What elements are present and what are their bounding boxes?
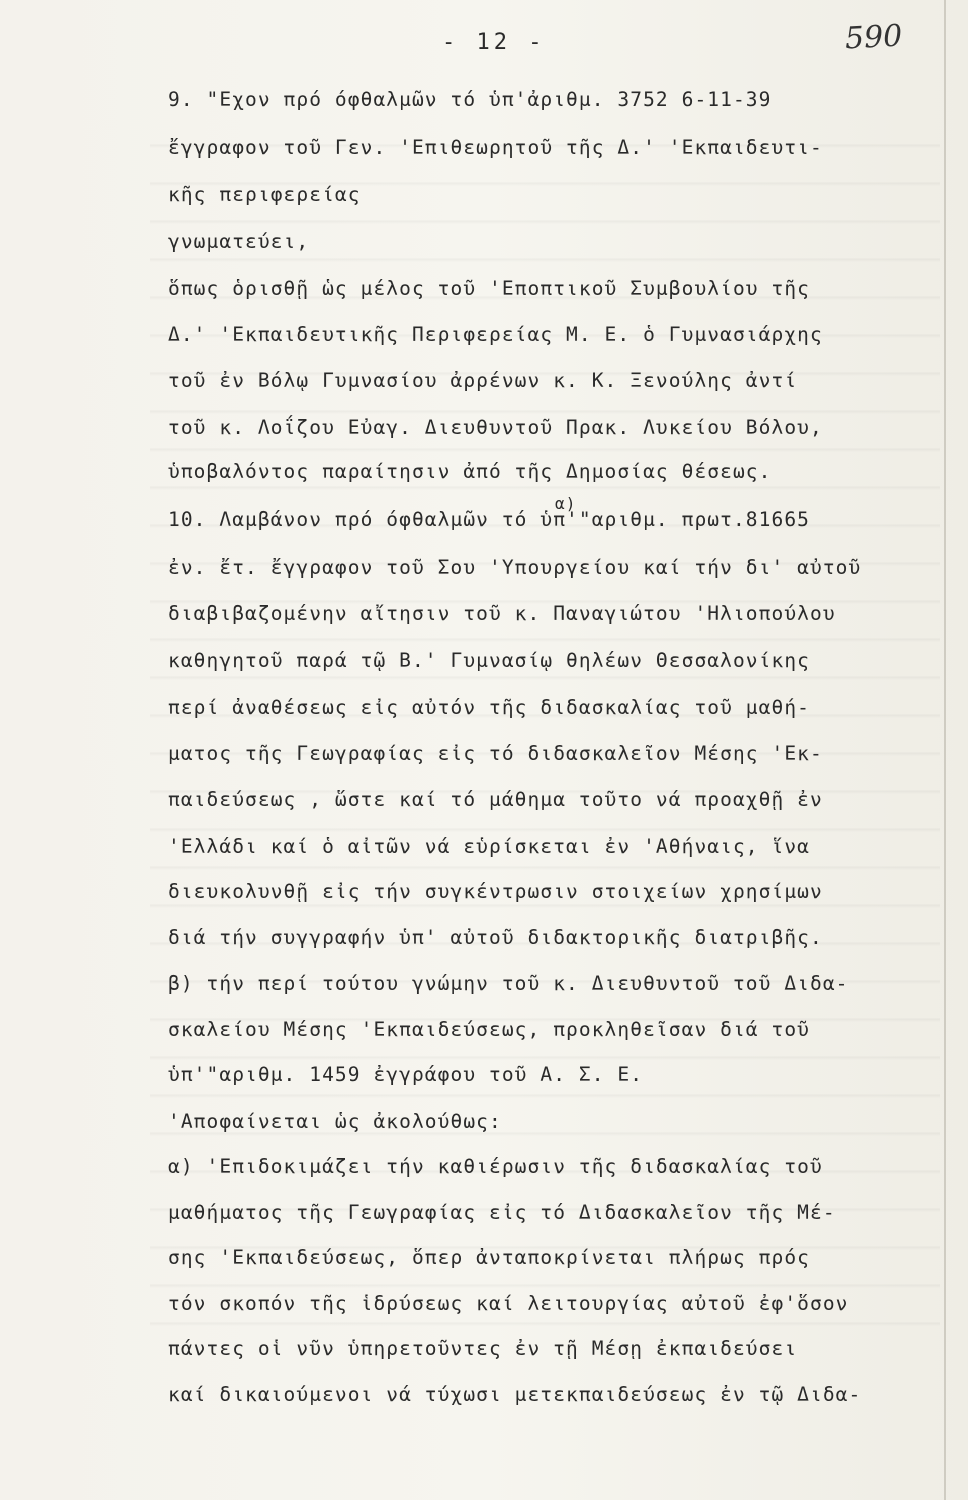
text-line: διά τήν συγγραφήν ὑπ' αὐτοῦ διδακτορικῆς διατριβῆς.: [168, 926, 823, 949]
text-line: ἐν. ἔτ. ἔγγραφον τοῦ Σου 'Υπουργείου καί τήν δι' αὐτοῦ: [168, 556, 862, 579]
text-line: 9. "Εχον πρό όφθαλμῶν τό ὑπ'ἀριθμ. 3752 6-11-39: [168, 88, 772, 111]
text-line: καί δικαιούμενοι νά τύχωσι μετεκπαιδεύσεως ἐν τῷ Διδα-: [168, 1383, 862, 1406]
text-line: τοῦ ἐν Βόλῳ Γυμνασίου ἀρρένων κ. Κ. Ξενούλης ἀντί: [168, 369, 798, 392]
archive-number-handwritten: 590: [844, 18, 904, 57]
text-line: περί ἀναθέσεως εἰς αὐτόν τῆς διδασκαλίας τοῦ μαθή-: [168, 696, 810, 719]
text-line: παιδεύσεως , ὥστε καί τό μάθημα τοῦτο νά προαχθῇ ἐν: [168, 788, 823, 811]
page-edge-line: [944, 0, 946, 1500]
text-line: α): [555, 494, 577, 513]
text-line: 10. Λαμβάνον πρό όφθαλμῶν τό ὑπ'"αριθμ. πρωτ.81665: [168, 508, 810, 531]
text-line: σης 'Εκπαιδεύσεως, ὅπερ ἀνταποκρίνεται πλήρως πρός: [168, 1246, 810, 1269]
text-line: ἔγγραφον τοῦ Γεν. 'Επιθεωρητοῦ τῆς Δ.' 'Εκπαιδευτι-: [168, 136, 823, 159]
text-line: διαβιβαζομένην αἴτησιν τοῦ κ. Παναγιώτου 'Ηλιοπούλου: [168, 602, 836, 625]
text-line: κῆς περιφερείας: [168, 183, 361, 206]
text-line: μαθήματος τῆς Γεωγραφίας εἰς τό Διδασκαλεῖον τῆς Μέ-: [168, 1201, 836, 1224]
text-line: Δ.' 'Εκπαιδευτικῆς Περιφερείας Μ. Ε. ὁ Γυμνασιάρχης: [168, 323, 823, 346]
text-line: 'Αποφαίνεται ὡς ἀκολούθως:: [168, 1110, 502, 1133]
text-line: β) τήν περί τούτου γνώμην τοῦ κ. Διευθυντοῦ τοῦ Διδα-: [168, 972, 849, 995]
text-line: γνωματεύει,: [168, 230, 310, 253]
text-line: ὑποβαλόντος παραίτησιν ἀπό τῆς Δημοσίας θέσεως.: [168, 460, 772, 483]
text-line: καθηγητοῦ παρά τῷ Β.' Γυμνασίῳ θηλέων Θεσσαλονίκης: [168, 649, 810, 672]
text-line: σκαλείου Μέσης 'Εκπαιδεύσεως, προκληθεῖσαν διά τοῦ: [168, 1018, 810, 1041]
text-line: ὅπως ὁρισθῇ ὡς μέλος τοῦ 'Εποπτικοῦ Συμβουλίου τῆς: [168, 277, 810, 300]
text-line: 'Ελλάδι καί ὁ αἰτῶν νά εὑρίσκεται ἐν 'Αθήναις, ἵνα: [168, 835, 810, 858]
text-line: α) 'Επιδοκιμάζει τήν καθιέρωσιν τῆς διδασκαλίας τοῦ: [168, 1155, 823, 1178]
text-line: πάντες οἱ νῦν ὑπηρετοῦντες ἐν τῇ Μέσῃ ἐκπαιδεύσει: [168, 1337, 798, 1360]
text-line: τοῦ κ. Λοΐζου Εὐαγ. Διευθυντοῦ Πρακ. Λυκείου Βόλου,: [168, 416, 823, 439]
text-line: ματος τῆς Γεωγραφίας εἰς τό διδασκαλεῖον Μέσης 'Εκ-: [168, 742, 823, 765]
page-number: - 12 -: [442, 30, 546, 55]
text-line: τόν σκοπόν τῆς ἱδρύσεως καί λειτουργίας αὐτοῦ ἐφ'ὅσον: [168, 1292, 849, 1315]
text-line: ὑπ'"αριθμ. 1459 ἐγγράφου τοῦ Α. Σ. Ε.: [168, 1063, 644, 1086]
text-line: διευκολυνθῇ εἰς τήν συγκέντρωσιν στοιχείων χρησίμων: [168, 880, 823, 903]
